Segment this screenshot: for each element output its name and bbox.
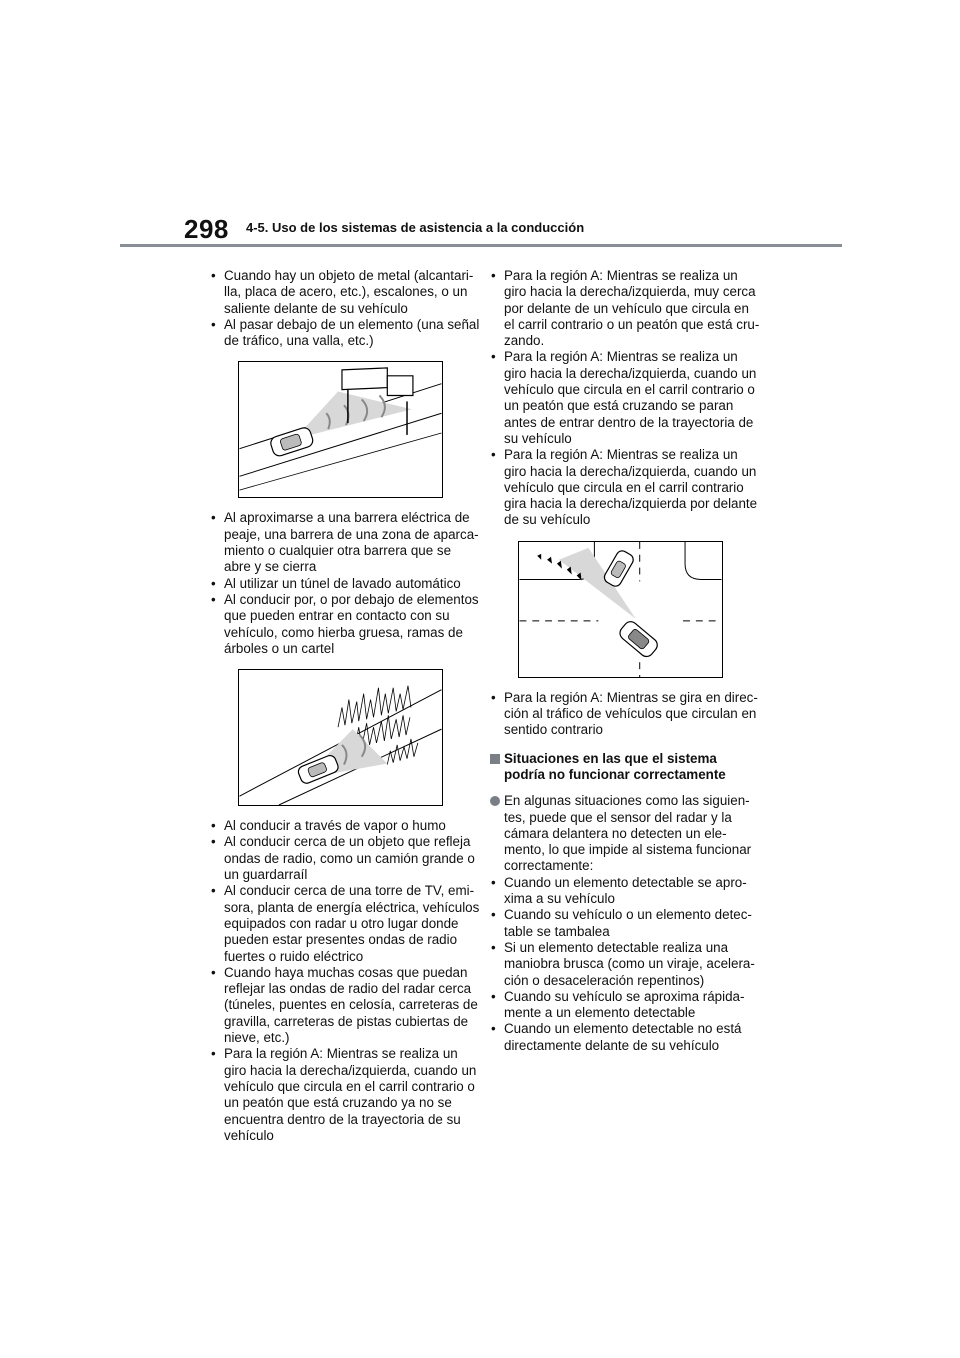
subheading-text: Situaciones en las que el sistema podría no funcionar correctamente <box>504 750 726 782</box>
list-item: • Cuando un elemento detectable no está directamente delante de su vehículo <box>490 1021 760 1054</box>
figure-overhead-sign <box>238 361 443 498</box>
list-item: • Para la región A: Mientras se realiza un giro hacia la derecha/izquierda, cuando un vehículo que circula en el carril contrario o un peatón que está cruzando se paran antes de entrar dentro de la trayectoria de su vehículo <box>490 349 760 447</box>
list-item: • Cuando hay un objeto de metal (alcantari-lla, placa de acero, etc.), escalones, o un saliente delante de su vehículo <box>210 268 480 317</box>
list-item: • Para la región A: Mientras se realiza un giro hacia la derecha/izquierda, cuando un vehículo que circula en el carril contrario gira hacia la derecha/izquierda por delante de su vehículo <box>490 447 760 528</box>
right-list-2 <box>490 690 760 739</box>
list-item: • Para la región A: Mientras se realiza un giro hacia la derecha/izquierda, muy cerca por delante de un vehículo que circula en el carril contrario o un peatón que está cru-zando. <box>490 268 760 349</box>
list-item: • Para la región A: Mientras se gira en direc-ción al tráfico de vehículos que circulan en sentido contrario <box>490 690 760 739</box>
right-list-1 <box>490 268 760 529</box>
page-number: 298 <box>184 214 229 244</box>
list-item: • Cuando haya muchas cosas que puedan reflejar las ondas de radio del radar cerca (túneles, puentes en celosía, carreteras de gravilla, carreteras de pistas cubiertas de nieve, etc.) <box>210 965 480 1046</box>
left-list-3 <box>210 818 480 1144</box>
square-bullet-icon <box>490 754 500 764</box>
paragraph-text: En algunas situaciones como las siguien-tes, puede que el sensor del radar y la cámara delantera no detecten un ele-mento, lo que impide al sistema funcionar correctamente: <box>504 793 752 874</box>
list-item: • Cuando su vehículo o un elemento detec-table se tambalea <box>490 907 760 940</box>
circle-bullet-icon <box>490 796 500 806</box>
list-item: • Cuando un elemento detectable se apro-xima a su vehículo <box>490 875 760 908</box>
right-list-3 <box>490 875 760 1054</box>
intro-paragraph <box>490 793 760 874</box>
list-item: • Para la región A: Mientras se realiza un giro hacia la derecha/izquierda, cuando un vehículo que circula en el carril contrario o un peatón que está cruzando ya no se encuentra dentro de la trayectoria de su vehículo <box>210 1046 480 1144</box>
list-item: • Al utilizar un túnel de lavado automático <box>210 576 480 592</box>
list-item: • Al conducir a través de vapor o humo <box>210 818 480 834</box>
section-title: 4-5. Uso de los sistemas de asistencia a la conducción <box>246 220 585 235</box>
list-item: • Cuando su vehículo se aproxima rápida-mente a un elemento detectable <box>490 989 760 1022</box>
list-item: • Al conducir cerca de una torre de TV, emi-sora, planta de energía eléctrica, vehículos equipados con radar u otro lugar donde pueden estar presentes ondas de radio fuertes o ruido eléctrico <box>210 883 480 964</box>
list-item: • Al pasar debajo de un elemento (una señal de tráfico, una valla, etc.) <box>210 317 480 350</box>
list-item: • Si un elemento detectable realiza una maniobra brusca (como un viraje, acelera-ción o desaceleración repentinos) <box>490 940 760 989</box>
right-column <box>490 268 760 1054</box>
left-list-2 <box>210 510 480 657</box>
figure-tall-grass <box>238 669 443 806</box>
left-list-1 <box>210 268 480 349</box>
overhead-sign-illustration <box>239 362 442 497</box>
intersection-illustration <box>519 542 722 677</box>
list-item: • Al conducir por, o por debajo de elementos que pueden entrar en contacto con su vehículo, como hierba gruesa, ramas de árboles o un cartel <box>210 592 480 657</box>
tall-grass-illustration <box>239 670 442 805</box>
subheading <box>490 751 760 784</box>
left-column <box>210 268 480 1144</box>
figure-intersection <box>518 541 723 678</box>
list-item: • Al aproximarse a una barrera eléctrica de peaje, una barrera de una zona de aparca-miento o cualquier otra barrera que se abre y se cierra <box>210 510 480 575</box>
header-rule <box>120 244 842 247</box>
list-item: • Al conducir cerca de un objeto que refleja ondas de radio, como un camión grande o un guardarraíl <box>210 834 480 883</box>
